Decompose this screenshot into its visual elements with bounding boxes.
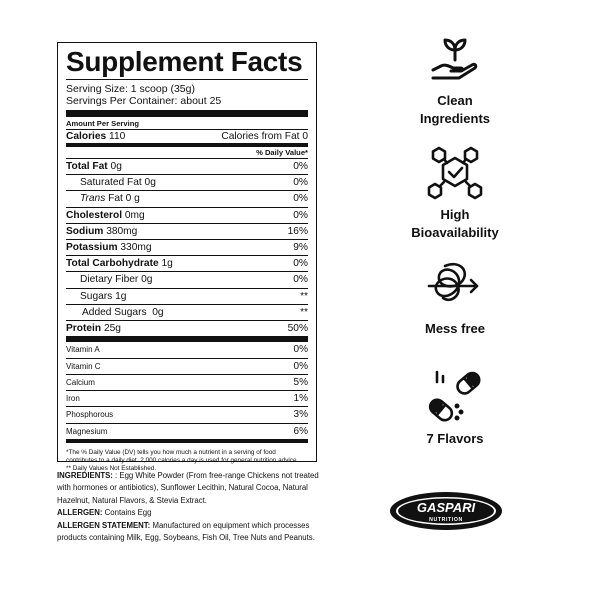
feature-7-flavors (385, 370, 525, 448)
calories-label: Calories (66, 131, 107, 142)
amount-per-serving: Amount Per Serving (66, 119, 139, 128)
nutrient-row: Cholesterol 0mg 0% (66, 207, 308, 223)
nutrient-row: Added Sugars 0g ** (66, 304, 308, 320)
capsules-icon (423, 370, 487, 426)
feature-label: High (440, 207, 470, 222)
feature-mess-free (385, 258, 525, 338)
vitamin-row: Magnesium 6% (66, 423, 308, 439)
footnote-daily-value: *The % Daily Value (DV) tells you how much a nutrient in a serving of food contributes to a daily diet. 2,000 calories a day is used for general nutrition advice. (66, 449, 299, 465)
leaf-hand-icon (427, 36, 483, 86)
serving-size: Serving Size: 1 scoop (35g) (66, 83, 195, 95)
vitamin-rows (66, 342, 308, 439)
supplement-facts-panel (57, 42, 317, 473)
vitamin-row: Calcium 5% (66, 374, 308, 390)
feature-high-bioavailability (385, 144, 525, 242)
nutrient-rows (66, 158, 308, 336)
feature-label: Bioavailability (411, 225, 499, 240)
feature-label: Mess free (425, 321, 485, 336)
nutrient-row: Total Carbohydrate 1g 0% (66, 255, 308, 271)
divider-mid (66, 439, 308, 443)
calories-value: 110 (109, 131, 126, 142)
calories-row (66, 129, 308, 143)
feature-clean-ingredients (385, 36, 525, 128)
ingredients-block (57, 470, 319, 544)
calories-from-fat: Calories from Fat 0 (221, 131, 308, 142)
nutrient-row: Total Fat 0g 0% (66, 158, 308, 174)
servings-per-container: Servings Per Container: about 25 (66, 95, 222, 107)
nutrient-row: Sodium 380mg 16% (66, 223, 308, 239)
logo-brand-text: GASPARI (416, 500, 476, 515)
scribble-arrow-icon (425, 258, 485, 310)
vitamin-row: Iron 1% (66, 390, 308, 406)
vitamin-row: Vitamin A 0% (66, 344, 308, 356)
daily-value-header: % Daily Value* (256, 148, 308, 157)
nutrient-row: Trans Fat 0 g 0% (66, 190, 308, 206)
facts-title: Supplement Facts (66, 46, 303, 77)
vitamin-row: Phosphorous 3% (66, 406, 308, 422)
ingredients-text: INGREDIENTS: : Egg White Powder (From free-range Chickens not treated with hormones or antibiotics), Sunflower Lecithin, Natural Cocoa, Natural Hazelnut, Natural Flavors, & Stevia Extract. (57, 471, 319, 505)
brand-logo (388, 490, 504, 532)
nutrient-row: Sugars 1g ** (66, 288, 308, 304)
nutrient-row: Saturated Fat 0g 0% (66, 174, 308, 190)
allergen-statement: ALLERGEN STATEMENT: Manufactured on equipment which processes products containing Milk, Egg, Soybeans, Fish Oil, Tree Nuts and Peanuts. (57, 520, 315, 543)
allergen-text: ALLERGEN: Contains Egg (57, 508, 152, 518)
divider-thick (66, 110, 308, 117)
feature-label: Ingredients (419, 111, 491, 126)
logo-sub-text: NUTRITION (429, 517, 463, 523)
molecule-check-icon (425, 144, 485, 202)
feature-label: Clean (437, 93, 473, 108)
feature-label: 7 Flavors (426, 431, 484, 446)
vitamin-row: Vitamin C 0% (66, 358, 308, 374)
nutrient-row: Protein 25g 50% (66, 320, 308, 336)
nutrient-row: Dietary Fiber 0g 0% (66, 271, 308, 287)
nutrient-row: Potassium 330mg 9% (66, 239, 308, 255)
footnote-not-established: ** Daily Values Not Established. (66, 465, 157, 473)
